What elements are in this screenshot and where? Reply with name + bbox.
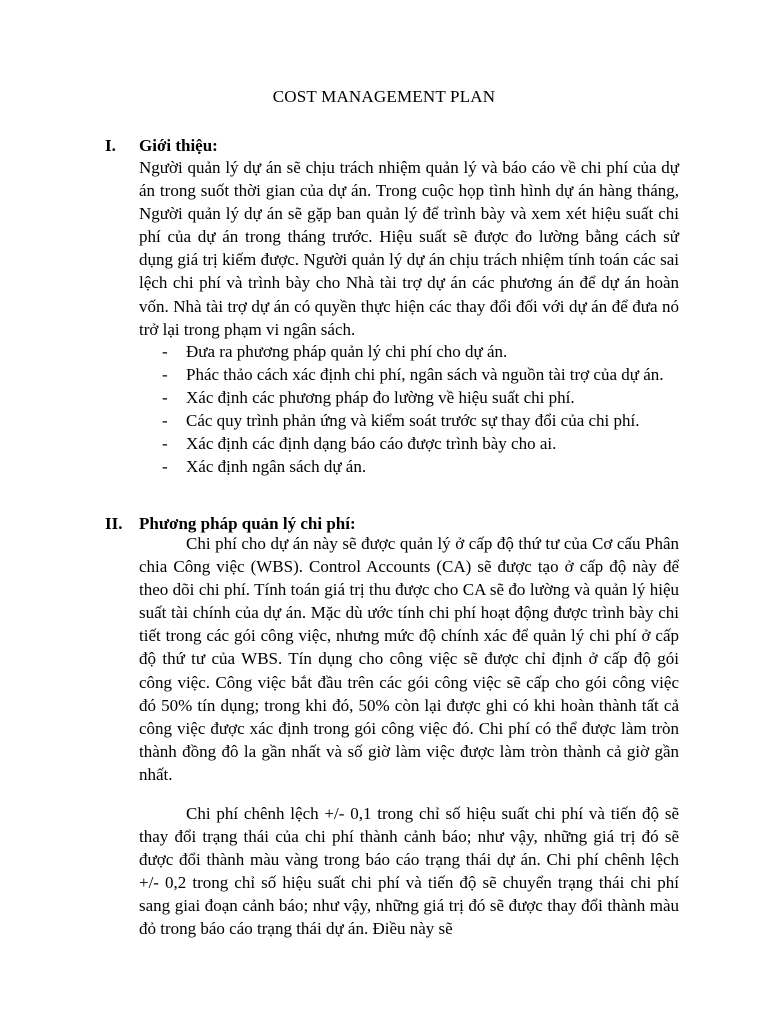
method-paragraph-1 [139, 532, 679, 786]
bullet-marker: - [162, 342, 168, 361]
section-heading: Phương pháp quản lý chi phí: [139, 514, 356, 533]
list-item [139, 340, 679, 363]
section-number: II. [105, 514, 123, 533]
list-item-text: Các quy trình phản ứng và kiểm soát trước sự thay đổi của chi phí. [186, 411, 640, 431]
paragraph-text: Chi phí chênh lệch +/- 0,1 trong chỉ số hiệu suất chi phí và tiến độ sẽ thay đổi trạng thái của chi phí thành cảnh báo; như vậy, những giá trị đó sẽ được đổi thành màu vàng trong báo cáo trạng thái dự án. Chi phí chênh lệch +/- 0,2 trong chỉ số hiệu suất chi phí và tiến độ sẽ chuyển trạng thái chi phí sang giai đoạn cảnh báo; như vậy, những giá trị đó sẽ được thay đổi thành màu đỏ trong báo cáo trạng thái dự án. Điều này sẽ [139, 804, 679, 939]
list-item-text: Xác định ngân sách dự án. [186, 457, 367, 477]
list-item-text: Xác định các định dạng báo cáo được trình bày cho ai. [186, 434, 557, 454]
introduction-bullet-list [139, 340, 679, 479]
list-item [139, 455, 679, 478]
bullet-marker: - [162, 365, 168, 385]
list-item [139, 432, 679, 455]
list-item [139, 409, 679, 432]
section-heading: Giới thiệu: [139, 136, 218, 155]
list-item-text: Đưa ra phương pháp quản lý chi phí cho dự án. [186, 342, 508, 361]
paragraph-text: Chi phí cho dự án này sẽ được quản lý ở cấp độ thứ tư của Cơ cấu Phân chia Công việc (WBS). Control Accounts (CA) sẽ được tạo ở cấp độ này để theo dõi chi phí. Tính toán giá trị thu được cho CA sẽ đo lường và quản lý hiệu suất tài chính của dự án. Mặc dù ước tính chi phí hoạt động được trình bày chi tiết trong các gói công việc, nhưng mức độ chính xác để quản lý chi phí ở cấp độ thứ tư của WBS. Tín dụng cho công việc sẽ được chỉ định ở cấp độ gói công việc. Công việc bắt đầu trên các gói công việc sẽ cấp cho gói công việc đó 50% tín dụng; trong khi đó, 50% còn lại được ghi có khi hoàn thành tất cả công việc được xác định trong gói công việc đó. Chi phí có thể được làm tròn thành đồng đô la gần nhất và số giờ làm việc được làm tròn thành cả giờ gần nhất. [139, 534, 679, 784]
section-number: I. [105, 136, 116, 155]
bullet-marker: - [162, 411, 168, 431]
bullet-marker: - [162, 388, 168, 408]
bullet-marker: - [162, 434, 168, 454]
bullet-marker: - [162, 457, 168, 477]
list-item-text: Phác thảo cách xác định chi phí, ngân sách và nguồn tài trợ của dự án. [186, 365, 664, 385]
method-paragraph-2 [139, 802, 679, 941]
document-title: COST MANAGEMENT PLAN [272, 87, 496, 106]
list-item [139, 386, 679, 409]
introduction-paragraph: Người quản lý dự án sẽ chịu trách nhiệm quản lý và báo cáo về chi phí của dự án trong suốt thời gian của dự án. Trong cuộc họp tình hình dự án hàng tháng, Người quản lý dự án sẽ gặp ban quản lý để trình bày và xem xét hiệu suất chi phí của dự án trong tháng trước. Hiệu suất sẽ được đo lường bằng cách sử dụng giá trị kiếm được. Người quản lý dự án chịu trách nhiệm tính toán các sai lệch chi phí và trình bày cho Nhà tài trợ dự án các phương án để dự án hoàn vốn. Nhà tài trợ dự án có quyền thực hiện các thay đổi đối với dự án để đưa nó trở lại trong phạm vi ngân sách. [139, 158, 679, 339]
list-item-text: Xác định các phương pháp đo lường về hiệu suất chi phí. [186, 388, 575, 408]
list-item [139, 363, 679, 386]
